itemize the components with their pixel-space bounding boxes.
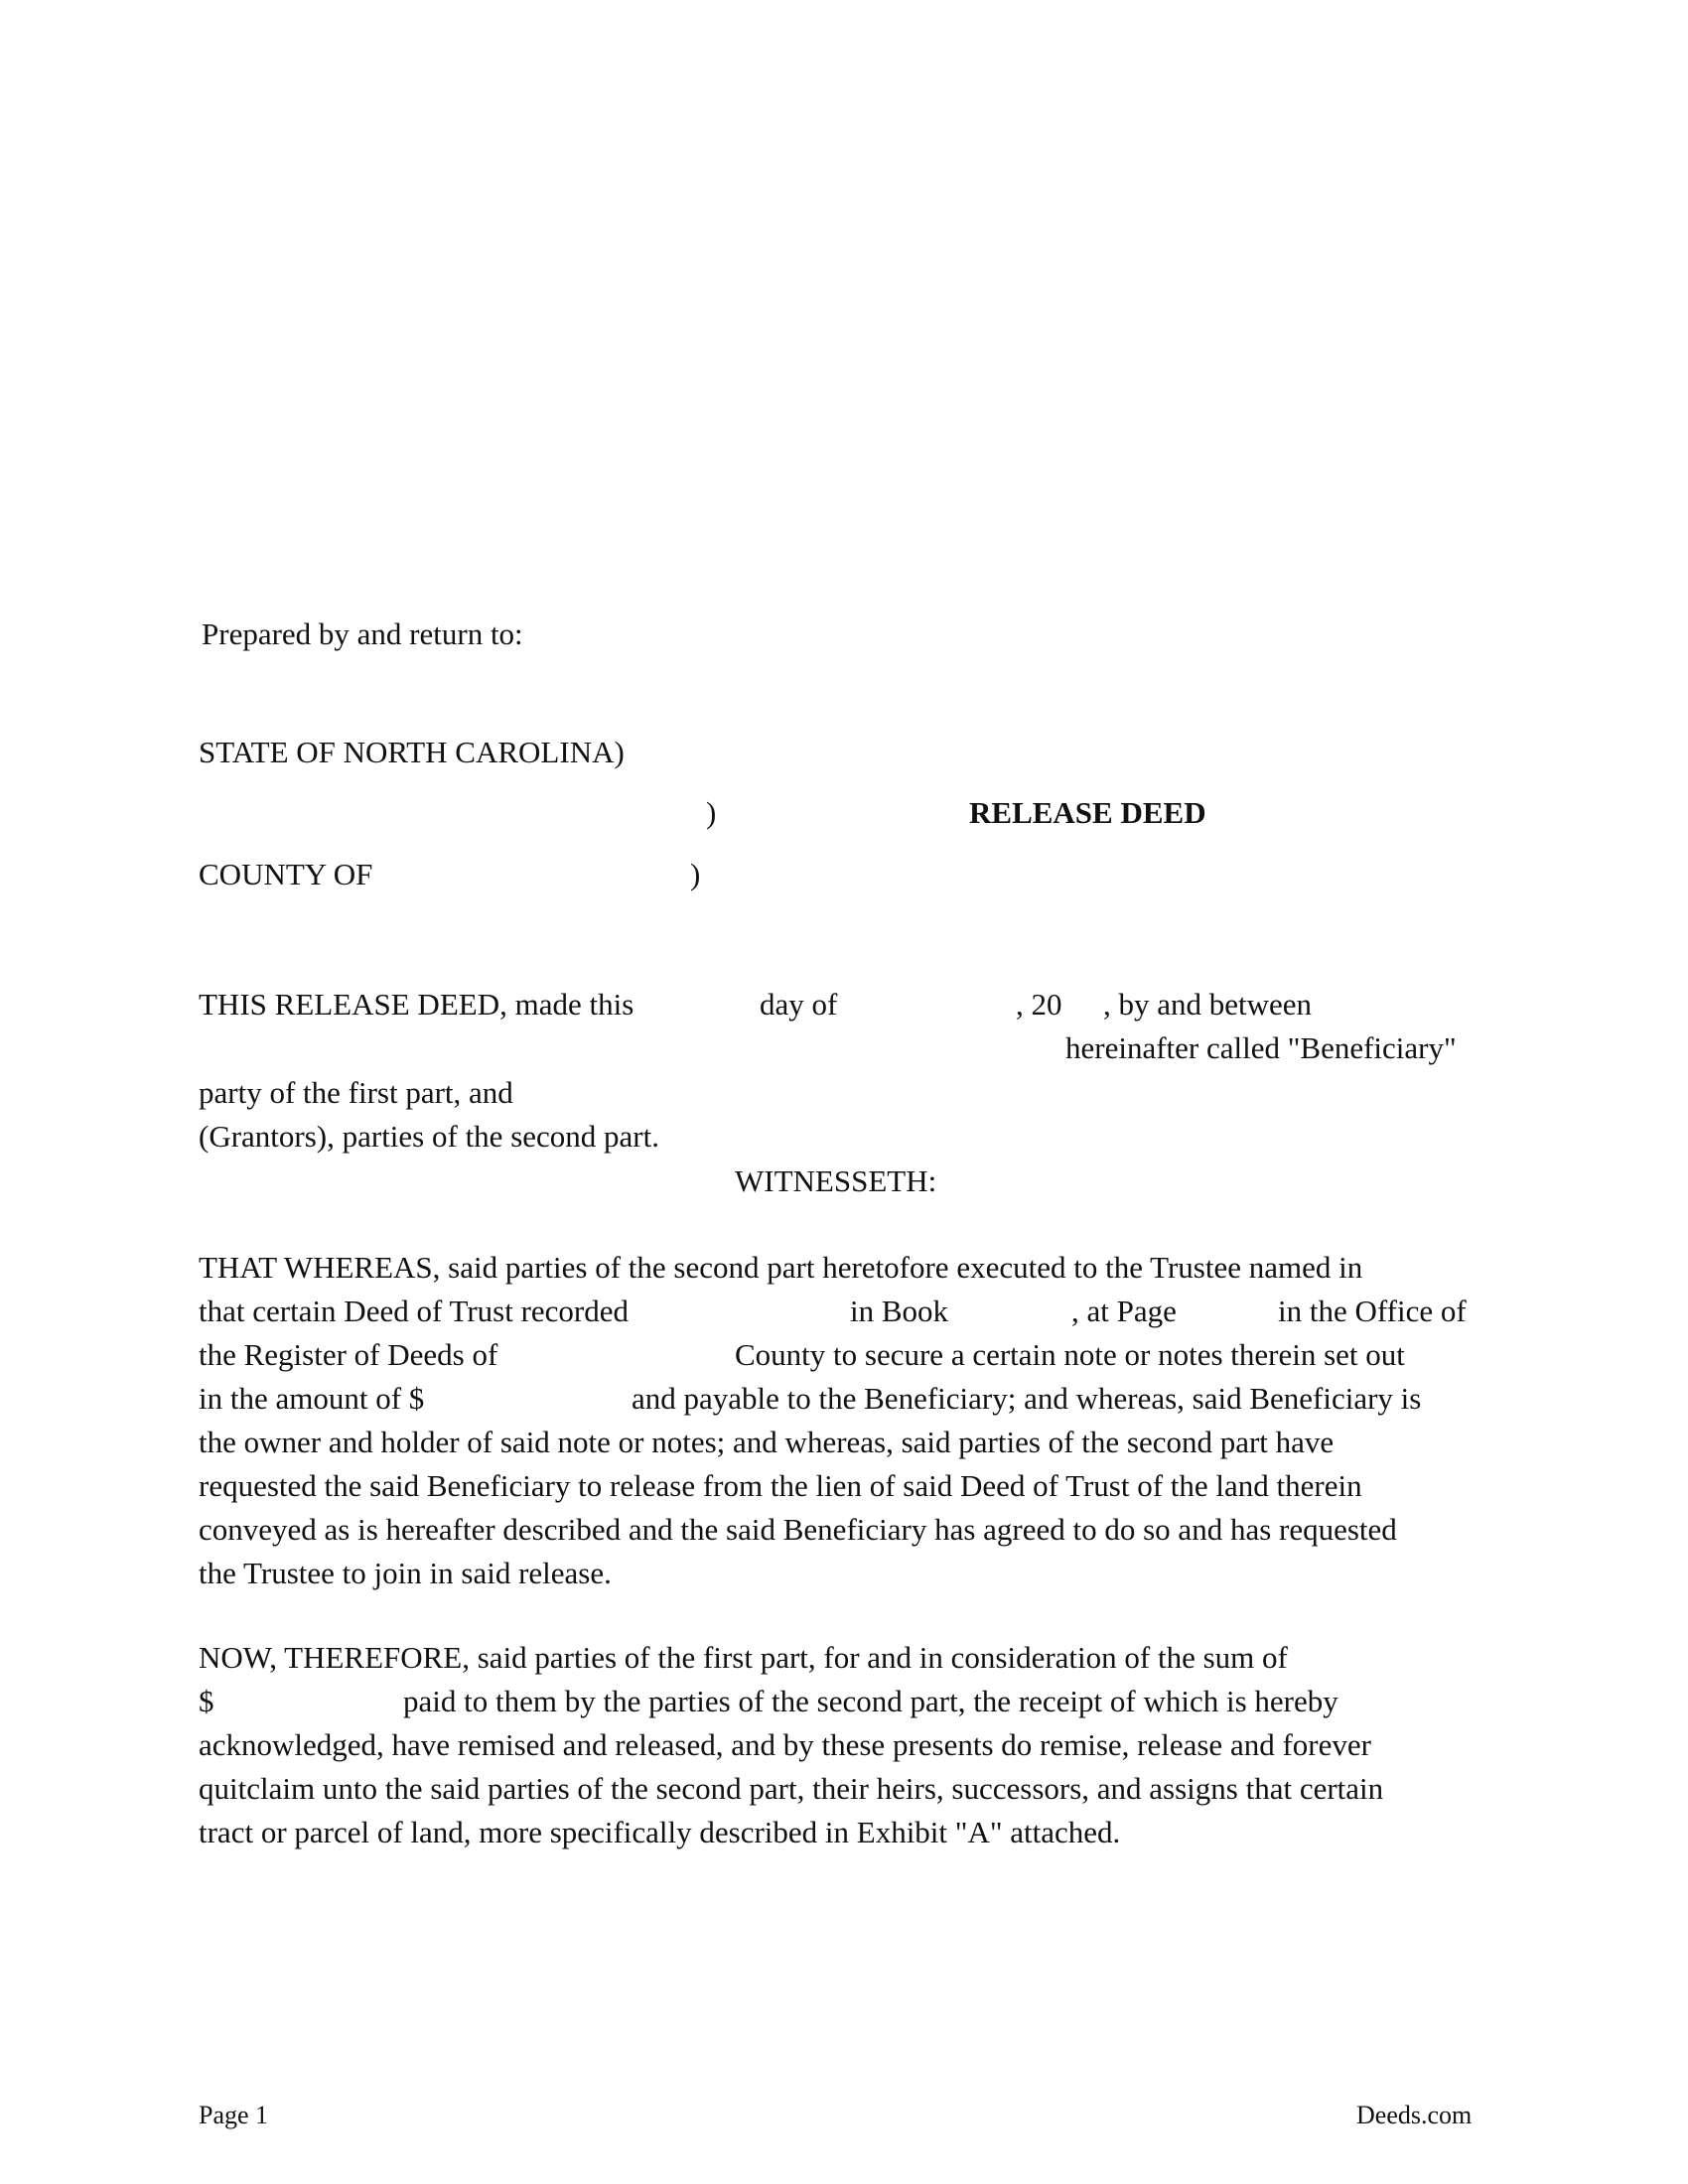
whereas-paragraph bbox=[199, 1246, 1489, 1595]
intro-hereinafter: hereinafter called "Beneficiary" bbox=[1065, 1030, 1457, 1065]
whereas-office-of: in the Office of bbox=[1278, 1294, 1467, 1328]
whereas-payable: and payable to the Beneficiary; and whereas, said Beneficiary is bbox=[632, 1381, 1422, 1416]
whereas-line-6: requested the said Beneficiary to release from the lien of said Deed of Trust of the land therein bbox=[199, 1468, 1362, 1503]
caption-paren: ) bbox=[706, 795, 717, 830]
county-paren: ) bbox=[690, 857, 701, 891]
whereas-line-2 bbox=[199, 1290, 1489, 1333]
county-caption: COUNTY OF bbox=[199, 857, 373, 891]
prepared-by-label: Prepared by and return to: bbox=[202, 616, 523, 651]
therefore-line-1: NOW, THEREFORE, said parties of the first part, for and in consideration of the sum of bbox=[199, 1640, 1288, 1675]
intro-year: , 20 bbox=[1016, 987, 1062, 1022]
therefore-line-2 bbox=[199, 1680, 1489, 1723]
whereas-recorded: that certain Deed of Trust recorded bbox=[199, 1294, 630, 1328]
therefore-dollar: $ bbox=[199, 1684, 214, 1718]
witnesseth-heading: WITNESSETH: bbox=[735, 1163, 937, 1198]
whereas-in-book: in Book bbox=[850, 1294, 949, 1328]
therefore-line-4: quitclaim unto the said parties of the second part, their heirs, successors, and assigns that certain bbox=[199, 1771, 1384, 1806]
document-title: RELEASE DEED bbox=[969, 795, 1206, 830]
whereas-line-7: conveyed as is hereafter described and the said Beneficiary has agreed to do so and has requested bbox=[199, 1512, 1397, 1547]
whereas-line-3 bbox=[199, 1333, 1489, 1377]
intro-made-this: THIS RELEASE DEED, made this bbox=[199, 987, 634, 1022]
whereas-line-5: the owner and holder of said note or notes; and whereas, said parties of the second part have bbox=[199, 1425, 1335, 1459]
state-caption: STATE OF NORTH CAROLINA) bbox=[199, 735, 625, 769]
page-number: Page 1 bbox=[199, 2101, 269, 2129]
footer-brand: Deeds.com bbox=[1356, 2101, 1473, 2129]
whereas-line-1: THAT WHEREAS, said parties of the second part heretofore executed to the Trustee named in bbox=[199, 1250, 1363, 1285]
whereas-amount: in the amount of $ bbox=[199, 1381, 425, 1416]
whereas-at-page: , at Page bbox=[1071, 1294, 1177, 1328]
therefore-line-3: acknowledged, have remised and released, and by these presents do remise, release and forever bbox=[199, 1727, 1371, 1762]
intro-by-and-between: , by and between bbox=[1103, 987, 1313, 1022]
intro-first-part: party of the first part, and bbox=[199, 1075, 513, 1110]
therefore-line-5: tract or parcel of land, more specifically described in Exhibit "A" attached. bbox=[199, 1815, 1121, 1849]
whereas-line-8: the Trustee to join in said release. bbox=[199, 1556, 612, 1590]
therefore-paragraph bbox=[199, 1636, 1489, 1854]
intro-grantors: (Grantors), parties of the second part. bbox=[199, 1119, 659, 1154]
whereas-county-secure: County to secure a certain note or notes therein set out bbox=[735, 1337, 1405, 1372]
whereas-register: the Register of Deeds of bbox=[199, 1337, 498, 1372]
intro-day-of: day of bbox=[760, 987, 838, 1022]
whereas-line-4 bbox=[199, 1377, 1489, 1421]
therefore-paid: paid to them by the parties of the second part, the receipt of which is hereby bbox=[403, 1684, 1338, 1718]
